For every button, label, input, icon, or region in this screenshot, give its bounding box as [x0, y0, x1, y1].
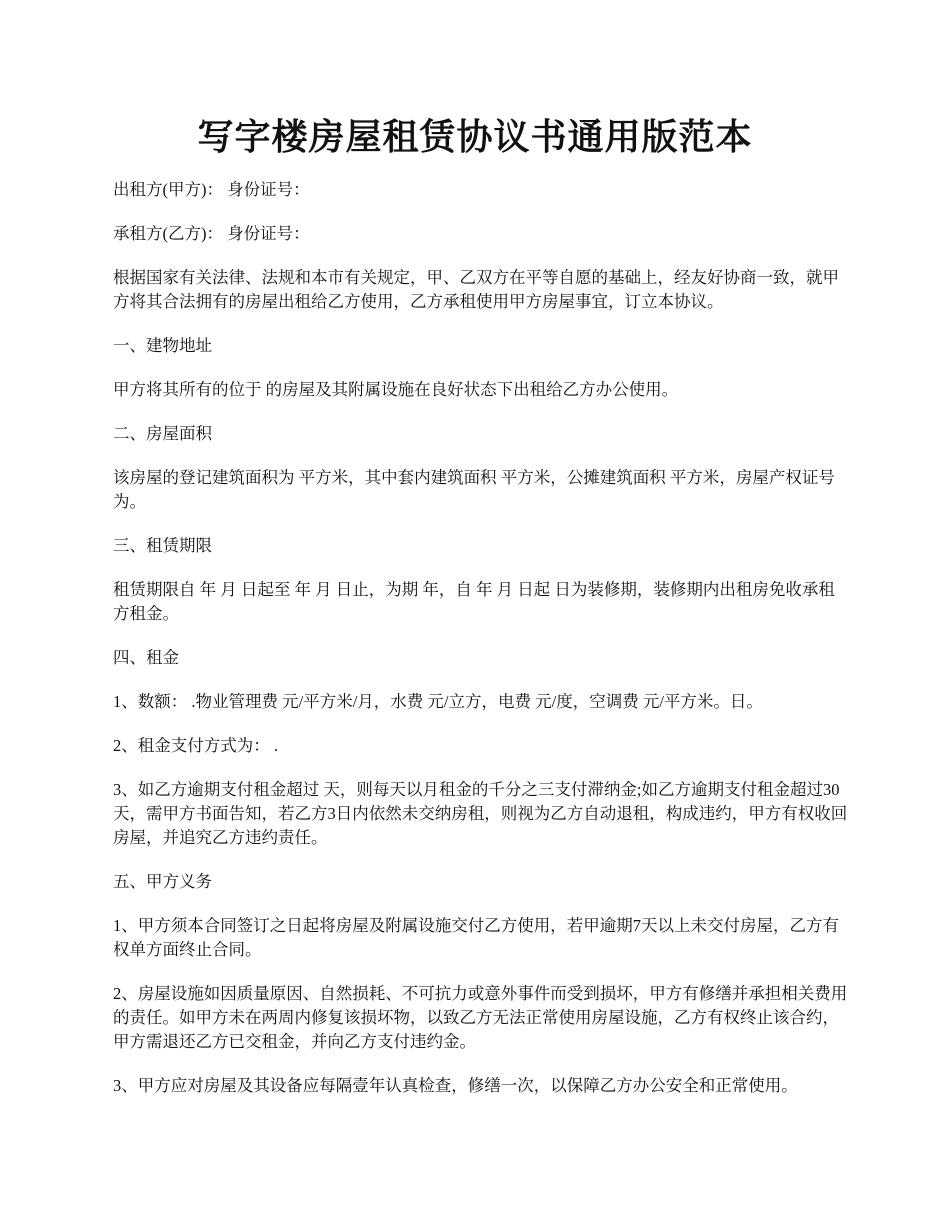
preamble-paragraph: 根据国家有关法律、法规和本市有关规定，甲、乙双方在平等自愿的基础上，经友好协商一致，就甲方将其合法拥有的房屋出租给乙方使用，乙方承租使用甲方房屋事宜，订立本协议。	[113, 268, 839, 311]
section-heading-area: 二、房屋面积	[113, 424, 212, 443]
address-paragraph: 甲方将其所有的位于 的房屋及其附属设施在良好状态下出租给乙方办公使用。	[113, 380, 679, 399]
duty-3-paragraph: 3、甲方应对房屋及其设备应每隔壹年认真检查，修缮一次，以保障乙方办公安全和正常使用。	[113, 1076, 798, 1095]
area-paragraph: 该房屋的登记建筑面积为 平方米，其中套内建筑面积 平方米，公摊建筑面积 平方米，房屋产权证号为。	[113, 468, 835, 511]
party-b-line: 承租方(乙方)： 身份证号：	[113, 224, 310, 243]
late-payment-paragraph: 3、如乙方逾期支付租金超过 天，则每天以月租金的千分之三支付滞纳金;如乙方逾期支付租金超过30天，需甲方书面告知，若乙方3日内依然未交纳房租，则视为乙方自动退租，构成违约，甲方有权收回房屋，并追究乙方违约责任。	[113, 780, 848, 847]
section-heading-lessor-duties: 五、甲方义务	[113, 872, 212, 891]
duty-1-paragraph: 1、甲方须本合同签订之日起将房屋及附属设施交付乙方使用，若甲逾期7天以上未交付房屋，乙方有权单方面终止合同。	[113, 916, 839, 959]
term-paragraph: 租赁期限自 年 月 日起至 年 月 日止，为期 年，自 年 月 日起 日为装修期，装修期内出租房免收承租方租金。	[113, 580, 835, 623]
rent-amount-paragraph: 1、数额： .物业管理费 元/平方米/月，水费 元/立方，电费 元/度，空调费 元/平方米。日。	[113, 692, 763, 711]
party-a-line: 出租方(甲方)： 身份证号：	[113, 180, 310, 199]
document-title: 写字楼房屋租赁协议书通用版范本	[197, 117, 753, 157]
section-heading-term: 三、租赁期限	[113, 536, 212, 555]
section-heading-address: 一、建物地址	[113, 336, 212, 355]
rent-payment-paragraph: 2、租金支付方式为： .	[113, 736, 278, 755]
document-body	[113, 178, 848, 1118]
section-heading-rent: 四、租金	[113, 648, 179, 667]
duty-2-paragraph: 2、房屋设施如因质量原因、自然损耗、不可抗力或意外事件而受到损坏，甲方有修缮并承担相关费用的责任。如甲方未在两周内修复该损坏物，以致乙方无法正常使用房屋设施，乙方有权终止该合约，甲方需退还乙方已交租金，并向乙方支付违约金。	[113, 984, 848, 1051]
